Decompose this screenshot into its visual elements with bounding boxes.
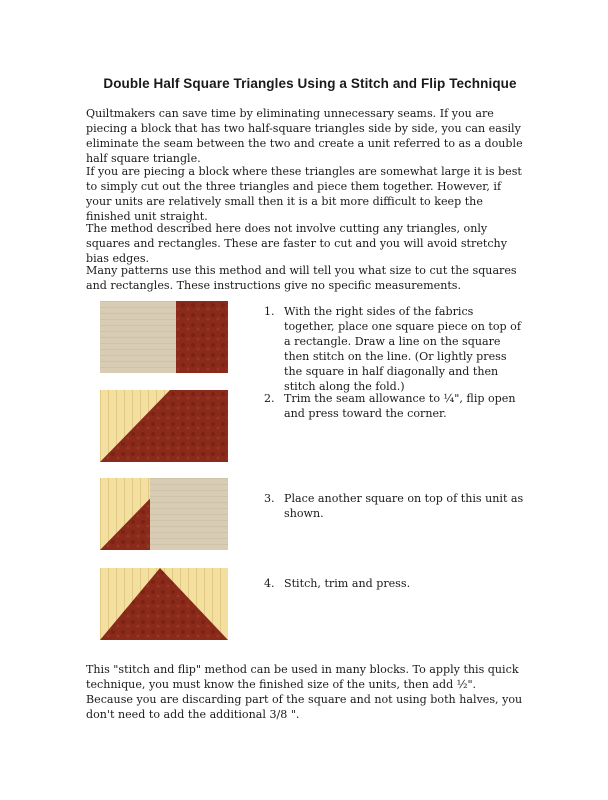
- step-number: 1.: [264, 305, 275, 318]
- step-text: Trim the seam allowance to ¼", flip open and press toward the corner.: [284, 392, 516, 420]
- step-4: [264, 576, 524, 591]
- intro-paragraph-2: If you are piecing a block where these triangles are somewhat large it is best to simply cut out the three triangles and piece them together. However, if your units are relatively small then it is a bit more difficult to keep the finished unit straight.: [86, 165, 522, 223]
- closing-paragraph: This "stitch and flip" method can be used in many blocks. To apply this quick technique, you must know the finished size of the units, then add ½". Because you are discarding part of the square and not using both halves, you don't need to add the additional 3/8 ".: [86, 663, 523, 721]
- step-2: [264, 391, 524, 421]
- step-number: 2.: [264, 392, 275, 405]
- step-text: Stitch, trim and press.: [284, 577, 411, 590]
- intro-paragraph-3: The method described here does not involve cutting any triangles, only squares and rectangles. These are faster to cut and you will avoid stretchy bias edges.: [86, 222, 507, 265]
- step-number: 3.: [264, 492, 275, 505]
- page-title: Double Half Square Triangles Using a Stitch and Flip Technique: [103, 76, 517, 91]
- step-4-fabric-image: [100, 568, 228, 640]
- intro-paragraph-4: Many patterns use this method and will tell you what size to cut the squares and rectangles. These instructions give no specific measurements.: [86, 264, 517, 292]
- step-number: 4.: [264, 577, 275, 590]
- step-1-fabric-image: [100, 301, 228, 373]
- step-3-fabric-image: [100, 478, 228, 550]
- step-2-fabric-image: [100, 390, 228, 462]
- step-3: [264, 491, 524, 521]
- step-text: With the right sides of the fabrics together, place one square piece on top of a rectangle. Draw a line on the square then stitch on the line. (Or lightly press the square in half diagonally and then stitch along the fold.): [284, 305, 521, 393]
- step-1: [264, 304, 524, 394]
- beige-square: [100, 301, 176, 373]
- step-text: Place another square on top of this unit as shown.: [284, 492, 524, 520]
- intro-paragraph-1: Quiltmakers can save time by eliminating unnecessary seams. If you are piecing a block that has two half-square triangles side by side, you can easily eliminate the seam between the two and create a unit referred to as a double half square triangle.: [86, 107, 523, 165]
- beige-square: [150, 478, 228, 550]
